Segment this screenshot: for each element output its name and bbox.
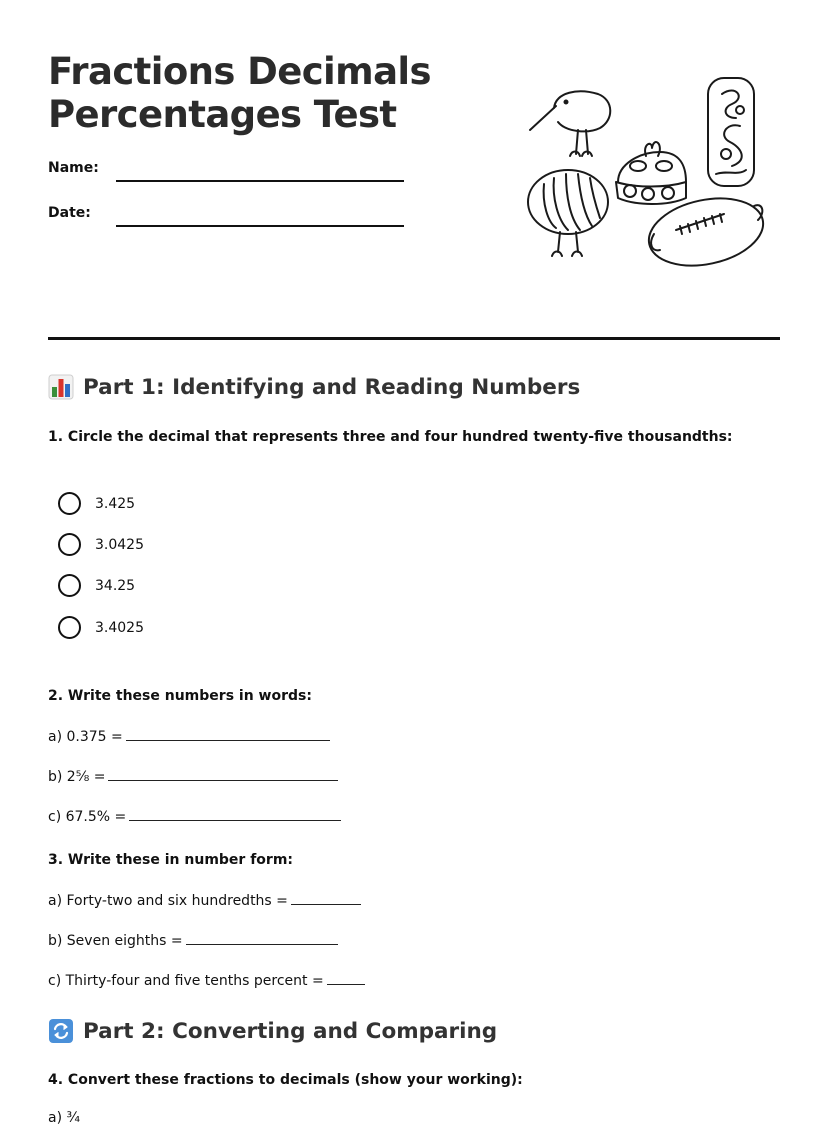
part2-heading — [48, 1018, 497, 1044]
question-4-text: 4. Convert these fractions to decimals (show your working): — [48, 1072, 523, 1088]
q2-item-c[interactable] — [48, 808, 341, 825]
q2-item-a[interactable] — [48, 728, 330, 745]
rugby-ball-icon — [643, 189, 768, 270]
kiwi-fruit-bird-icon — [528, 170, 608, 256]
radio-circle[interactable] — [58, 616, 81, 639]
answer-blank[interactable] — [126, 728, 330, 741]
q2-item-b[interactable] — [48, 768, 338, 785]
answer-blank[interactable] — [291, 892, 361, 905]
date-label: Date: — [48, 205, 91, 221]
header-divider — [48, 337, 780, 340]
radio-circle[interactable] — [58, 574, 81, 597]
q1-option-2[interactable] — [58, 533, 144, 556]
repeat-arrows-icon — [48, 1018, 74, 1044]
pavlova-icon — [616, 142, 686, 204]
question-3-text: 3. Write these in number form: — [48, 852, 294, 868]
q3-item-label: c) Thirty-four and five tenths percent = — [48, 973, 324, 989]
q3-item-b[interactable] — [48, 932, 338, 949]
q2-item-label: a) 0.375 = — [48, 729, 123, 745]
nz-illustration — [526, 74, 768, 270]
q3-item-a[interactable] — [48, 892, 361, 909]
answer-blank[interactable] — [129, 808, 341, 821]
q1-option-label: 34.25 — [95, 577, 136, 594]
answer-blank[interactable] — [108, 768, 338, 781]
maori-carving-icon — [708, 78, 754, 186]
page-title — [48, 50, 431, 136]
question-2-text: 2. Write these numbers in words: — [48, 688, 312, 704]
name-field[interactable] — [48, 160, 99, 176]
q1-option-1[interactable] — [58, 492, 135, 515]
q1-option-4[interactable] — [58, 616, 144, 639]
question-1-text: 1. Circle the decimal that represents three and four hundred twenty-five thousandths: — [48, 429, 733, 445]
part1-heading — [48, 374, 580, 400]
q1-option-label: 3.0425 — [95, 536, 144, 553]
q3-item-label: a) Forty-two and six hundredths = — [48, 893, 288, 909]
name-line[interactable] — [116, 180, 404, 182]
title-line-2: Percentages Test — [48, 93, 397, 136]
q1-option-label: 3.425 — [95, 495, 136, 512]
bar-chart-icon — [48, 374, 74, 400]
answer-blank[interactable] — [186, 932, 338, 945]
name-label: Name: — [48, 160, 99, 176]
q1-option-label: 3.4025 — [95, 619, 144, 636]
q3-item-c[interactable] — [48, 972, 365, 989]
part2-heading-text: Part 2: Converting and Comparing — [83, 1018, 498, 1044]
part1-heading-text: Part 1: Identifying and Reading Numbers — [83, 374, 581, 400]
kiwi-bird-icon — [530, 91, 610, 156]
answer-blank[interactable] — [327, 972, 365, 985]
q1-option-3[interactable] — [58, 574, 135, 597]
radio-circle[interactable] — [58, 492, 81, 515]
q3-item-label: b) Seven eighths = — [48, 933, 183, 949]
q4-item-a: a) ¾ — [48, 1110, 81, 1126]
radio-circle[interactable] — [58, 533, 81, 556]
date-line[interactable] — [116, 225, 404, 227]
q2-item-label: c) 67.5% = — [48, 809, 127, 825]
title-line-1: Fractions Decimals — [48, 50, 431, 93]
q2-item-label: b) 2⅝ = — [48, 769, 106, 785]
date-field[interactable] — [48, 205, 91, 221]
